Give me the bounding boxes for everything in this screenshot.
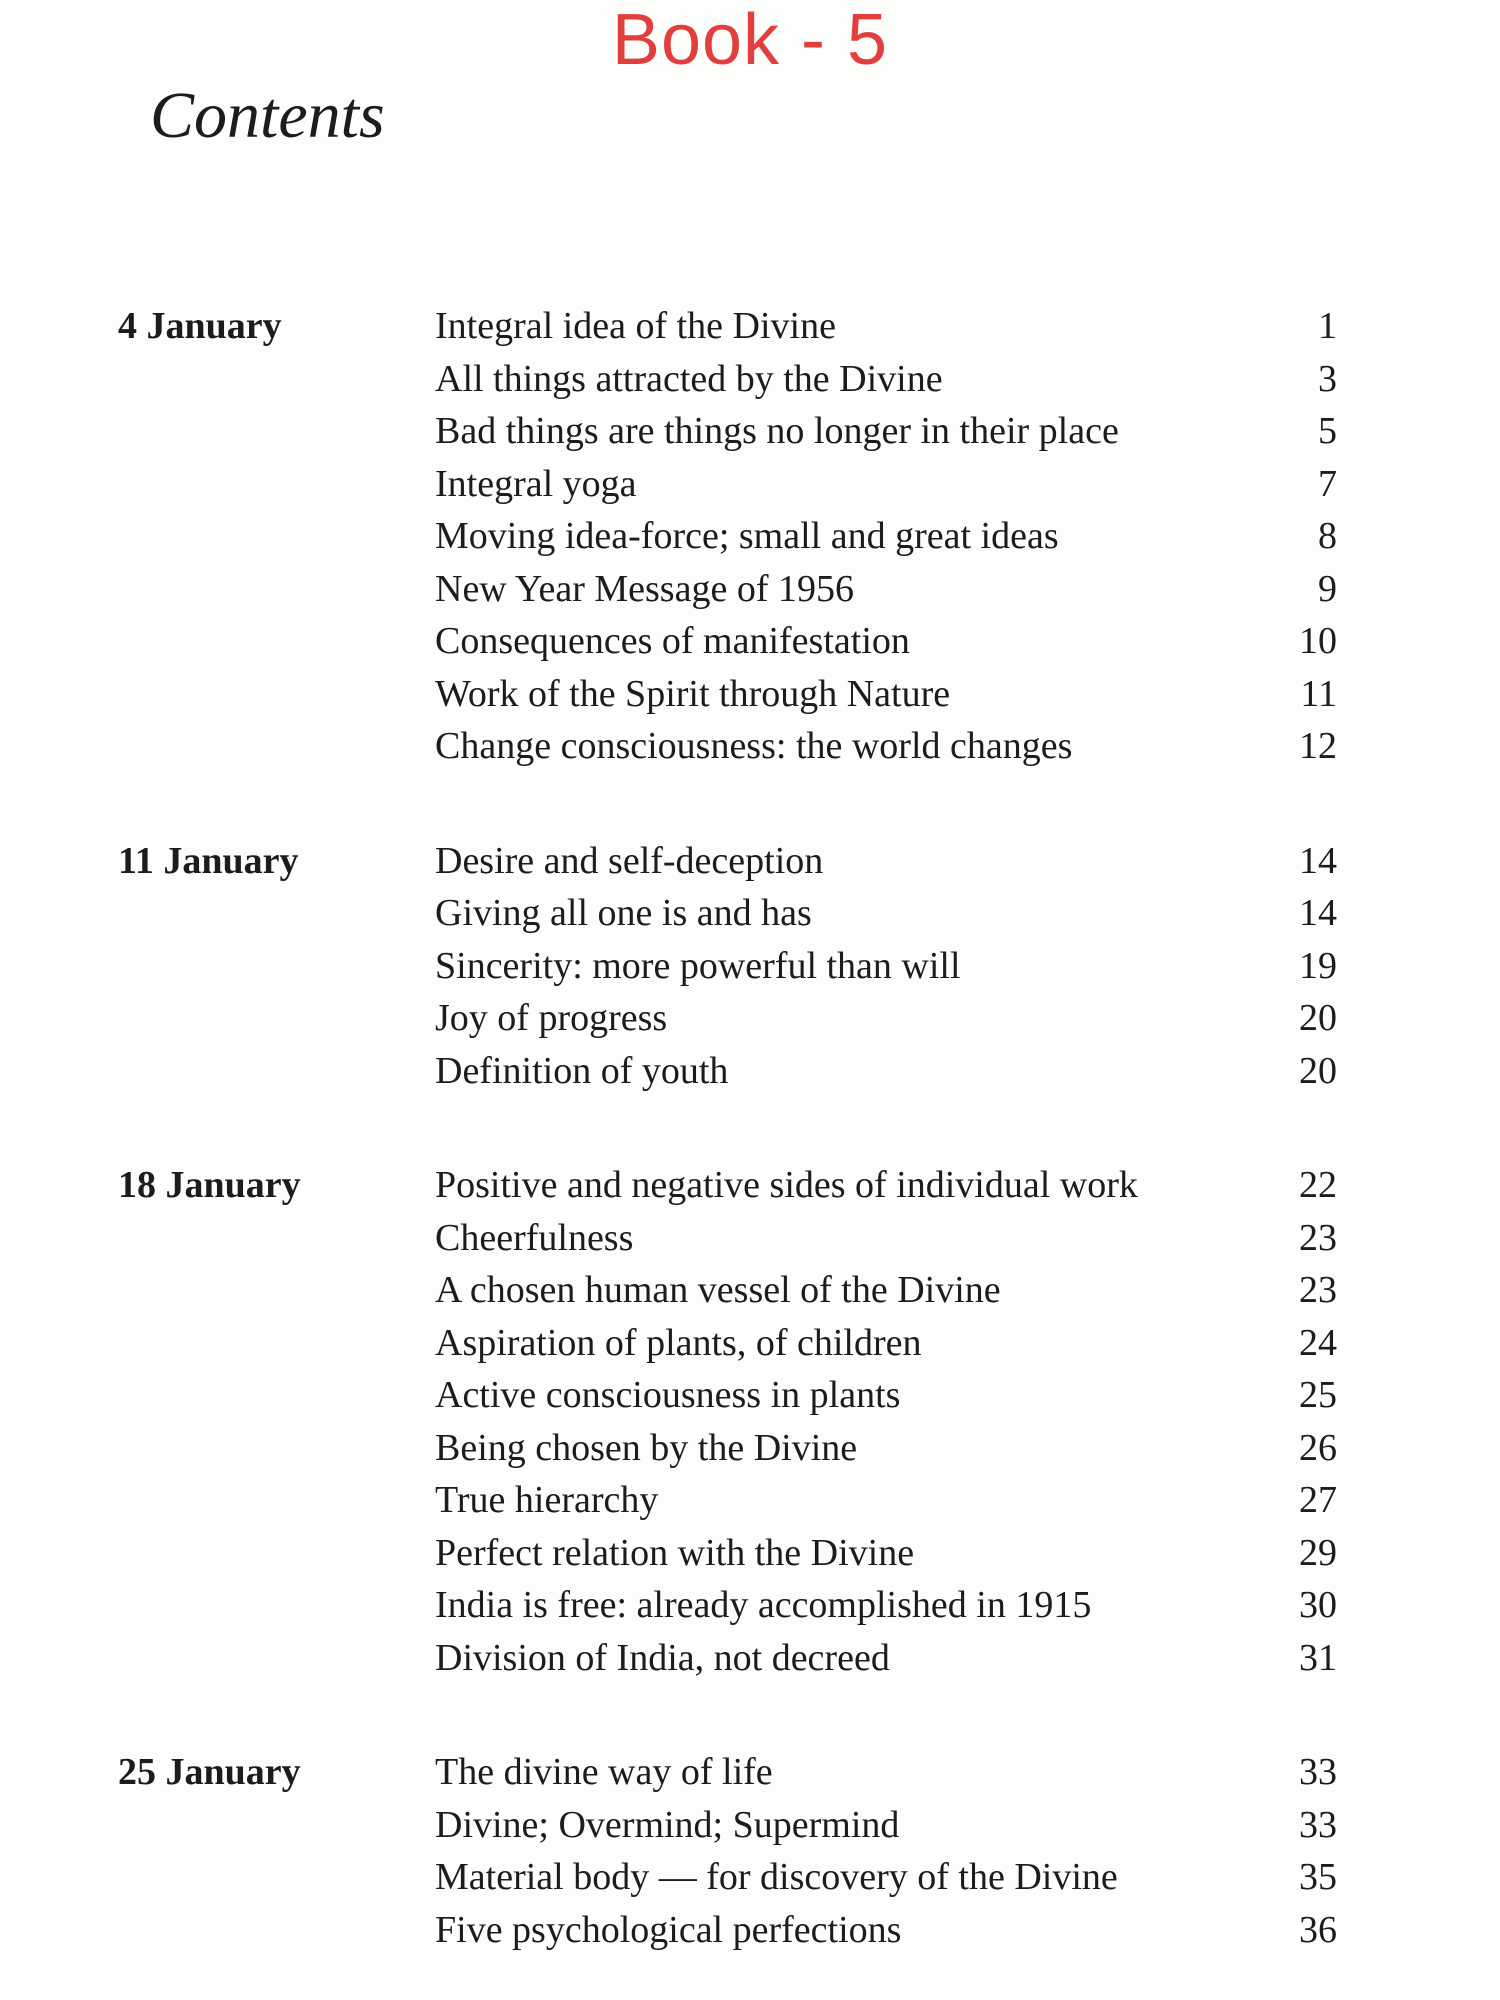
toc-entry-page: 33 [1299, 1803, 1337, 1846]
toc-entry-title: Five psychological perfections [435, 1908, 902, 1951]
toc-section [118, 1746, 1337, 1956]
toc-entry-title: True hierarchy [435, 1479, 659, 1521]
toc-entry-page: 1 [1318, 305, 1337, 347]
toc-entry-page: 26 [1299, 1426, 1337, 1469]
toc-date: 11 January [118, 839, 299, 882]
toc-entry-title: A chosen human vessel of the Divine [435, 1269, 1001, 1311]
toc-entry-page: 24 [1299, 1321, 1337, 1364]
toc-section [118, 1159, 1337, 1684]
toc-entry-page: 22 [1299, 1164, 1337, 1206]
toc-entry-page: 20 [1299, 997, 1337, 1039]
toc-entry-title: Desire and self-deception [435, 839, 824, 882]
toc-entry-page: 23 [1299, 1216, 1337, 1259]
toc-entry-page: 30 [1299, 1584, 1337, 1626]
toc-date: 4 January [118, 305, 282, 347]
toc-entry-page: 14 [1299, 892, 1337, 934]
toc-entry-page: 12 [1299, 725, 1337, 767]
toc-entry-page: 19 [1299, 944, 1337, 987]
toc-entry-page: 29 [1299, 1531, 1337, 1574]
toc-date: 18 January [118, 1164, 301, 1206]
toc-entry-page: 25 [1299, 1374, 1337, 1416]
toc-entry-page: 20 [1299, 1049, 1337, 1092]
toc-entry-page: 33 [1299, 1751, 1337, 1793]
toc-entry-title: Integral yoga [435, 462, 637, 505]
toc-entry-title: Integral idea of the Divine [435, 305, 836, 347]
toc-entry-title: Material body — for discovery of the Divine [435, 1856, 1118, 1898]
toc-entry-title: Sincerity: more powerful than will [435, 944, 961, 987]
toc-entry-page: 10 [1299, 620, 1337, 662]
toc-entry-page: 31 [1299, 1636, 1337, 1679]
toc-entry-title: Consequences of manifestation [435, 620, 910, 662]
toc-entry-title: Division of India, not decreed [435, 1636, 890, 1679]
toc-entry-page: 27 [1299, 1479, 1337, 1521]
table-of-contents [118, 300, 1337, 1956]
toc-entry-title: India is free: already accomplished in 1915 [435, 1584, 1092, 1626]
toc-entry-title: Being chosen by the Divine [435, 1426, 858, 1469]
toc-entry-page: 8 [1318, 515, 1337, 557]
toc-entry-title: Definition of youth [435, 1049, 729, 1092]
toc-entry-title: Bad things are things no longer in their place [435, 410, 1119, 452]
toc-entry-title: Work of the Spirit through Nature [435, 672, 951, 715]
toc-entry-title: New Year Message of 1956 [435, 567, 854, 610]
toc-entry-title: Divine; Overmind; Supermind [435, 1803, 900, 1846]
toc-entry-page: 23 [1299, 1269, 1337, 1311]
toc-section [118, 835, 1337, 1098]
toc-entry-title: Joy of progress [435, 997, 668, 1039]
toc-entry-page: 7 [1318, 462, 1337, 505]
toc-entry-title: Active consciousness in plants [435, 1374, 901, 1416]
toc-entry-title: Change consciousness: the world changes [435, 725, 1073, 767]
toc-entry-title: Cheerfulness [435, 1216, 634, 1259]
book-label: Book - 5 [611, 0, 889, 80]
toc-entry-page: 3 [1318, 357, 1337, 400]
toc-entry-title: Giving all one is and has [435, 892, 812, 934]
toc-section [118, 300, 1337, 773]
toc-date: 25 January [118, 1751, 301, 1793]
toc-entry-page: 9 [1318, 567, 1337, 610]
toc-entry-title: Perfect relation with the Divine [435, 1531, 915, 1574]
toc-entry-title: Moving idea-force; small and great ideas [435, 515, 1059, 557]
toc-entry-page: 14 [1299, 839, 1337, 882]
toc-entry-title: Positive and negative sides of individual work [435, 1164, 1138, 1206]
page-title: Contents [150, 79, 385, 152]
toc-entry-title: Aspiration of plants, of children [435, 1321, 922, 1364]
toc-entry-page: 11 [1300, 672, 1337, 715]
toc-entry-page: 5 [1318, 410, 1337, 452]
toc-entry-page: 36 [1299, 1908, 1337, 1951]
toc-entry-title: The divine way of life [435, 1751, 773, 1793]
toc-entry-page: 35 [1299, 1856, 1337, 1898]
toc-entry-title: All things attracted by the Divine [435, 357, 943, 400]
